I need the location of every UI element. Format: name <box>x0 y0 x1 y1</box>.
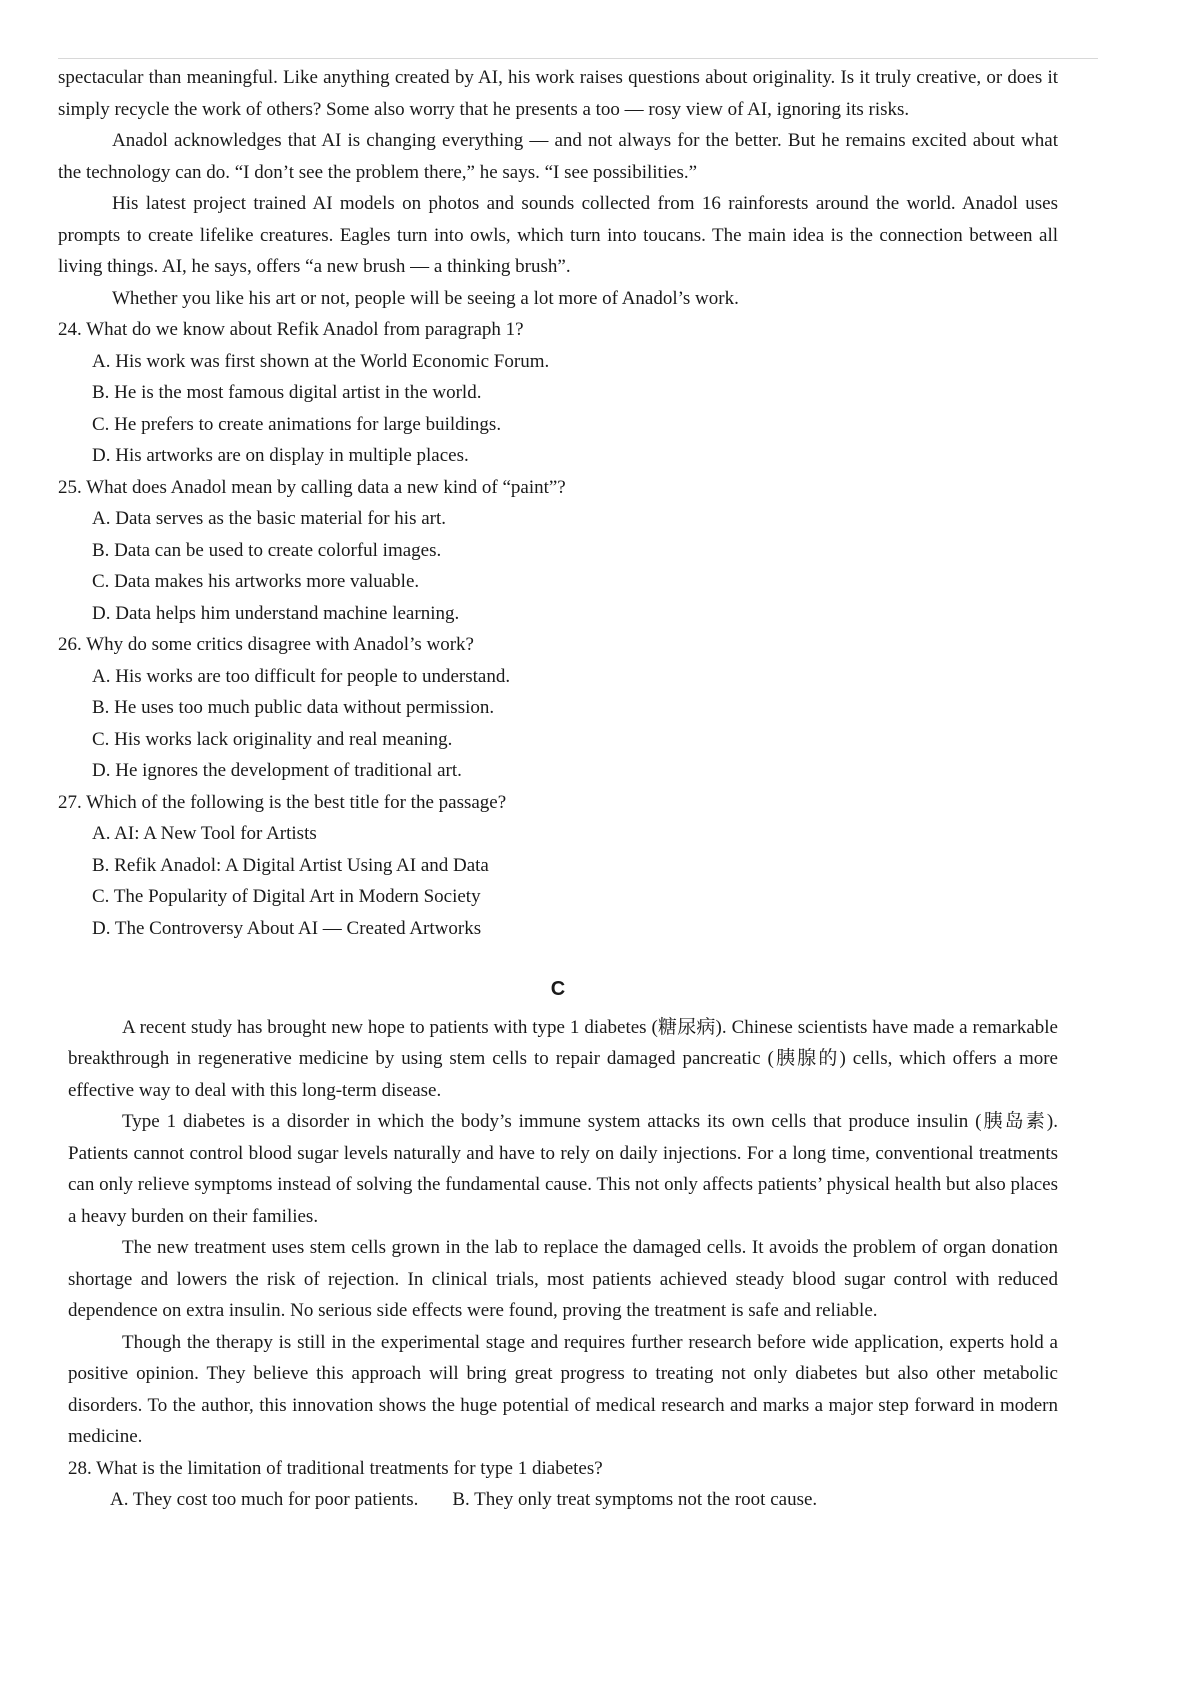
question-stem: 25. What does Anadol mean by calling data a new kind of “paint”? <box>58 476 566 498</box>
question-26 <box>58 629 1058 787</box>
answer-option: A. His works are too difficult for people to understand. <box>92 665 511 687</box>
exam-page <box>58 62 1058 1516</box>
passage-c-paragraph: Though the therapy is still in the experimental stage and requires further research before wide application, experts hold a positive opinion. They believe this approach will bring great progress to treating not only diabetes but also other metabolic disorders. To the author, this innovation shows the huge potential of medical research and marks a major step forward in modern medicine. <box>68 1331 1058 1447</box>
passage-c-paragraph: The new treatment uses stem cells grown in the lab to replace the damaged cells. It avoids the problem of organ donation shortage and lowers the risk of rejection. In clinical trials, most patients achieved steady blood sugar control with reduced dependence on extra insulin. No serious side effects were found, proving the treatment is safe and reliable. <box>68 1237 1058 1321</box>
answer-option: A. His work was first shown at the World Economic Forum. <box>92 350 550 372</box>
answer-option: A. Data serves as the basic material for his art. <box>92 508 447 529</box>
passage-c-paragraph: Type 1 diabetes is a disorder in which the body’s immune system attacks its own cells that produce insulin (胰岛素). Patients cannot control blood sugar levels naturally and have to rely on daily injections. For a long time, conventional treatments can only relieve symptoms instead of solving the fundamental cause. This not only affects patients’ physical health but also places a heavy burden on their families. <box>68 1111 1058 1227</box>
answer-option: D. Data helps him understand machine learning. <box>92 602 460 624</box>
answer-option: B. Refik Anadol: A Digital Artist Using AI and Data <box>92 854 489 876</box>
answer-option: C. He prefers to create animations for large buildings. <box>92 413 502 435</box>
question-25 <box>58 472 1058 630</box>
passage-c-paragraph: A recent study has brought new hope to patients with type 1 diabetes (糖尿病). Chinese scientists have made a remarkable breakthrough in regenerative medicine by using stem cells to repair damaged pancreatic (胰腺的) cells, which offers a more effective way to deal with this long-term disease. <box>68 1016 1058 1101</box>
question-27 <box>58 787 1058 945</box>
question-stem: 28. What is the limitation of traditional treatments for type 1 diabetes? <box>68 1457 603 1479</box>
answer-option: D. He ignores the development of traditional art. <box>92 760 462 781</box>
question-stem: 24. What do we know about Refik Anadol from paragraph 1? <box>58 319 524 340</box>
section-heading: C <box>550 978 566 1000</box>
answer-option: D. The Controversy About AI — Created Artworks <box>92 917 482 939</box>
question-stem: 26. Why do some critics disagree with Anadol’s work? <box>58 634 474 655</box>
answer-option: C. Data makes his artworks more valuable. <box>92 571 420 592</box>
answer-option: B. He uses too much public data without permission. <box>92 697 495 718</box>
question-stem: 27. Which of the following is the best title for the passage? <box>58 791 507 813</box>
passage-b-paragraph: spectacular than meaningful. Like anything created by AI, his work raises questions about originality. Is it truly creative, or does it simply recycle the work of others? Some also worry that he presents a too — rosy view of AI, ignoring its risks. <box>58 67 1058 120</box>
answer-option: C. His works lack originality and real meaning. <box>92 728 453 750</box>
question-24 <box>58 314 1058 472</box>
answer-option: A. They cost too much for poor patients. <box>110 1489 419 1510</box>
top-rule <box>58 58 1098 59</box>
passage-c <box>58 1012 1058 1516</box>
answer-option: C. The Popularity of Digital Art in Modern Society <box>92 886 481 907</box>
answer-option: A. AI: A New Tool for Artists <box>92 823 317 844</box>
answer-option: B. Data can be used to create colorful images. <box>92 539 442 561</box>
passage-b-paragraph: Anadol acknowledges that AI is changing everything — and not always for the better. But he remains excited about what the technology can do. “I don’t see the problem there,” he says. “I see possibilities.” <box>58 130 1058 183</box>
question-28 <box>68 1453 1058 1516</box>
answer-option-row <box>68 1484 1058 1516</box>
passage-b-paragraph: Whether you like his art or not, people will be seeing a lot more of Anadol’s work. <box>112 287 739 309</box>
answer-option: D. His artworks are on display in multiple places. <box>92 445 469 466</box>
answer-option: B. He is the most famous digital artist in the world. <box>92 382 482 403</box>
answer-option: B. They only treat symptoms not the root cause. <box>452 1489 818 1510</box>
passage-b-paragraph: His latest project trained AI models on photos and sounds collected from 16 rainforests around the world. Anadol uses prompts to create lifelike creatures. Eagles turn into owls, which turn into toucans. The main idea is the connection between all living things. AI, he says, offers “a new brush — a thinking brush”. <box>58 193 1058 277</box>
